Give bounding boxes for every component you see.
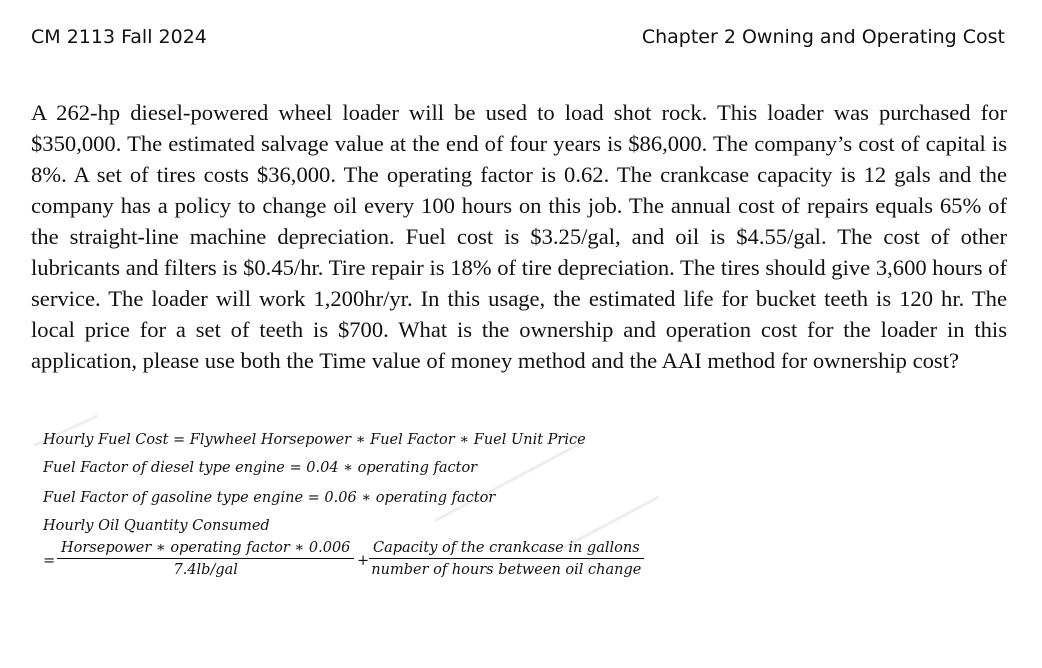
- fraction-numerator: Horsepower ∗ operating factor ∗ 0.006: [57, 540, 354, 559]
- chapter-header: Chapter 2 Owning and Operating Cost: [641, 26, 1005, 48]
- fraction-denominator: number of hours between oil change: [371, 562, 642, 578]
- course-header: CM 2113 Fall 2024: [31, 26, 207, 48]
- oil-quantity-label: Hourly Oil Quantity Consumed: [43, 518, 270, 534]
- fraction-denominator: 7.4lb/gal: [173, 562, 238, 578]
- fraction-crankcase: [369, 540, 644, 578]
- gasoline-fuel-factor-equation: Fuel Factor of gasoline type engine = 0.06 ∗ operating factor: [43, 490, 496, 506]
- plus-sign: +: [357, 553, 370, 569]
- fraction-numerator: Capacity of the crankcase in gallons: [369, 540, 644, 559]
- fraction-horsepower: [57, 540, 354, 578]
- problem-statement: A 262-hp diesel-powered wheel loader will be used to load shot rock. This loader was purchased for $350,000. The estimated salvage value at the end of four years is $86,000. The company’s cost of capital is 8%. A set of tires costs $36,000. The operating factor is 0.62. The crankcase capacity is 12 gals and the company has a policy to change oil every 100 hours on this job. The annual cost of repairs equals 65% of the straight-line machine depreciation. Fuel cost is $3.25/gal, and oil is $4.55/gal. The cost of other lubricants and filters is $0.45/hr. Tire repair is 18% of tire depreciation. The tires should give 3,600 hours of service. The loader will work 1,200hr/yr. In this usage, the estimated life for bucket teeth is 120 hr. The local price for a set of teeth is $700. What is the ownership and operation cost for the loader in this application, please use both the Time value of money method and the AAI method for ownership cost?: [31, 100, 1007, 373]
- hourly-fuel-cost-equation: Hourly Fuel Cost = Flywheel Horsepower ∗ Fuel Factor ∗ Fuel Unit Price: [43, 432, 586, 448]
- diesel-fuel-factor-equation: Fuel Factor of diesel type engine = 0.04 ∗ operating factor: [43, 460, 478, 476]
- equals-sign: =: [43, 553, 56, 569]
